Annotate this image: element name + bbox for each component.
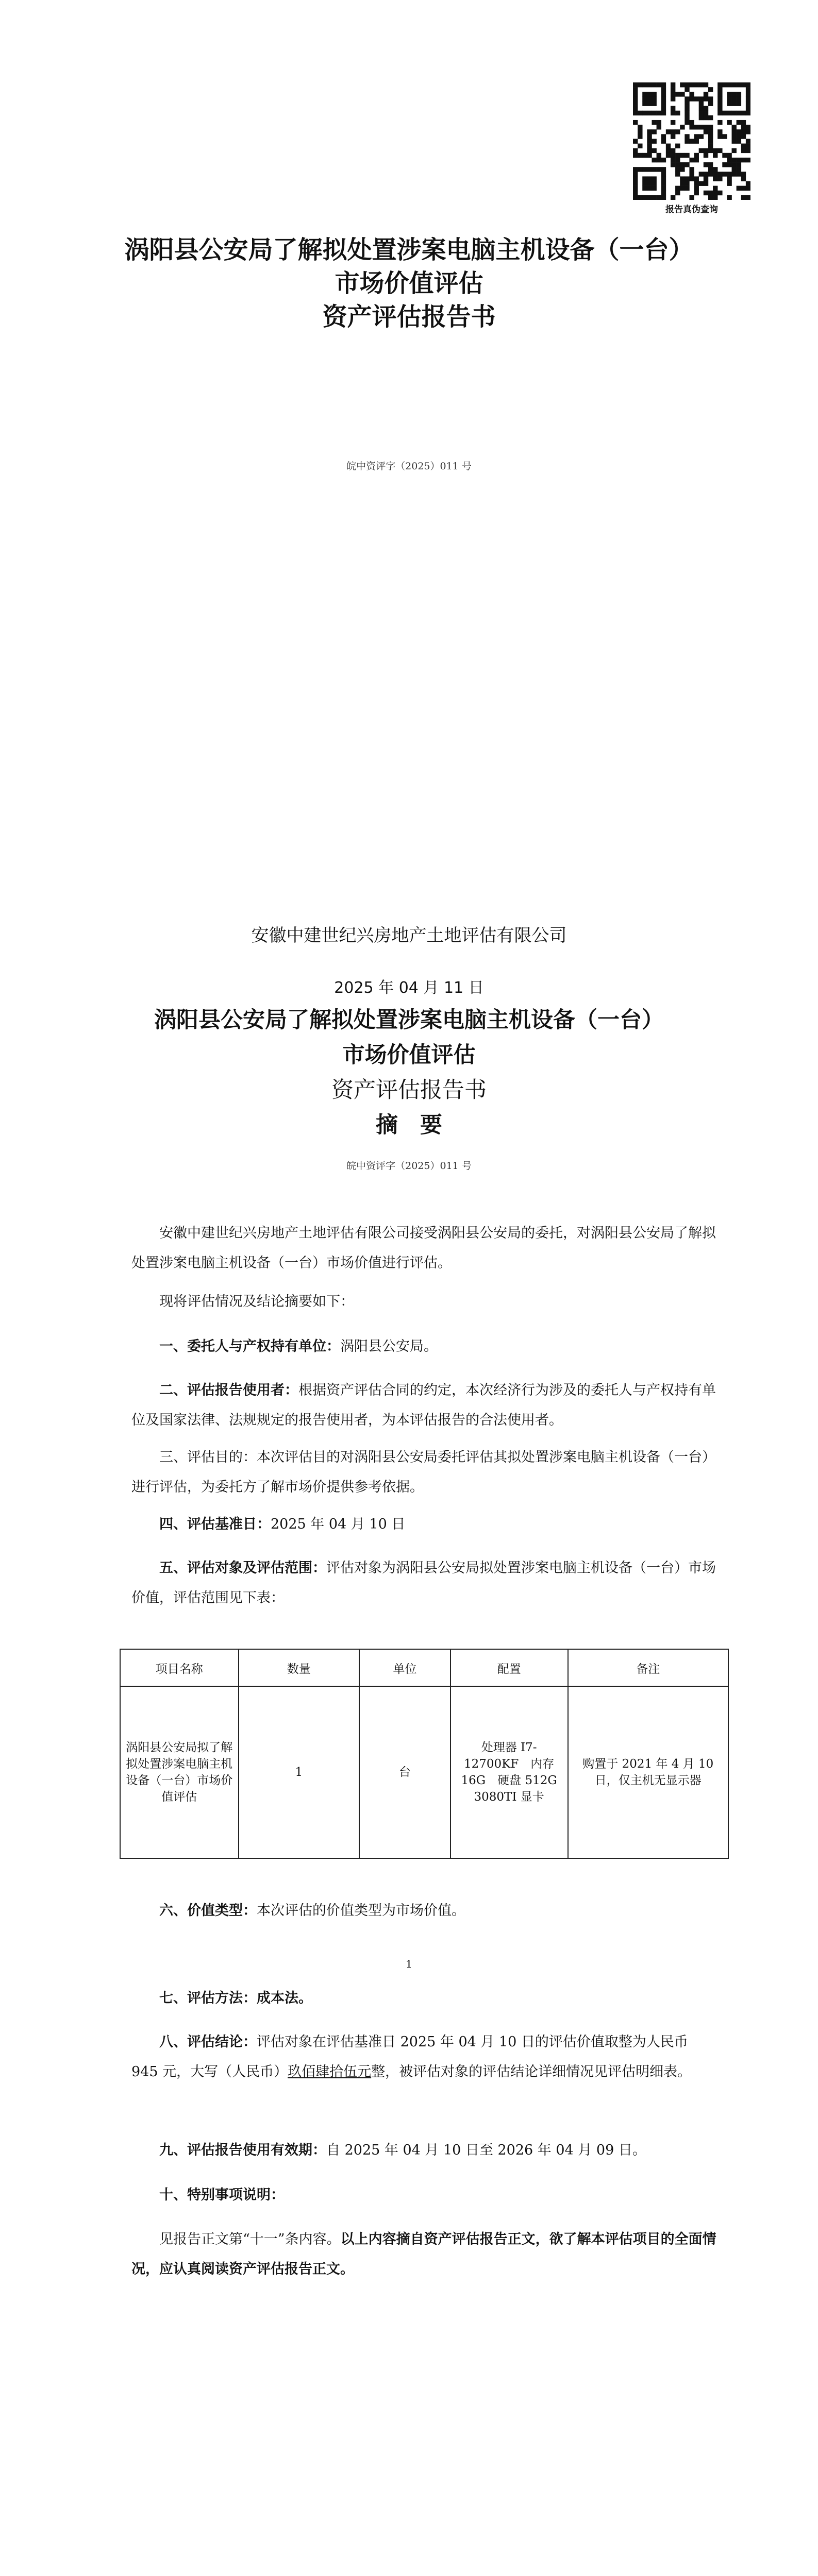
section-4-text: 2025 年 04 月 10 日: [271, 1516, 406, 1532]
section-1-label: 一、委托人与产权持有单位：: [159, 1338, 340, 1354]
section-10-label: 十、特别事项说明：: [159, 2187, 285, 2203]
table-cell-config: 处理器 I7-12700KF 内存 16G 硬盘 512G 3080TI 显卡: [450, 1686, 568, 1858]
cover-title-line-3: 资产评估报告书: [322, 302, 496, 331]
section-4-label: 四、评估基准日：: [159, 1516, 271, 1532]
table-cell-unit: 台: [359, 1686, 450, 1858]
summary-report-number: 皖中资评字（2025）011 号: [346, 1160, 472, 1172]
section-11-text-a: 见报告正文第“十一”条内容。: [159, 2231, 341, 2247]
table-header-row: [120, 1649, 728, 1686]
section-3: 三、评估目的：本次评估目的对涡阳县公安局委托评估其拟处置涉案电脑主机设备（一台）进行评估，为委托方了解市场价提供参考依据。: [131, 1449, 716, 1495]
table-cell-qty: 1: [239, 1686, 360, 1858]
section-7-text: 成本法。: [257, 1990, 312, 2006]
table-header-cell: 单位: [359, 1649, 450, 1686]
section-8: [131, 2027, 716, 2087]
table-header-cell: 配置: [450, 1649, 568, 1686]
qr-code-image: [633, 82, 750, 200]
section-7: [131, 1984, 716, 2013]
section-8-label: 八、评估结论：: [159, 2034, 257, 2050]
section-1-text: 涡阳县公安局。: [340, 1338, 438, 1354]
section-1: [131, 1332, 716, 1362]
summary-heading: 摘 要: [376, 1112, 442, 1138]
section-9-text: 自 2025 年 04 月 10 日至 2026 年 04 月 09 日。: [326, 2142, 646, 2158]
section-4: [131, 1510, 716, 1539]
section-9-label: 九、评估报告使用有效期：: [159, 2142, 326, 2158]
section-5-text: 评估对象为涡阳县公安局拟处置涉案电脑主机设备（一台）市场价值，评估范围见下表：: [131, 1560, 716, 1606]
section-8-text-b: 整，被评估对象的评估结论详细情况见评估明细表。: [371, 2064, 692, 2080]
evaluation-scope-table: [120, 1649, 729, 1859]
section-7-label: 七、评估方法：: [159, 1990, 257, 2006]
page-number-1: 1: [406, 1958, 412, 1970]
table-cell-remark: 购置于 2021 年 4 月 10 日，仅主机无显示器: [568, 1686, 728, 1858]
table-header-cell: 备注: [568, 1649, 728, 1686]
amount-in-words: 玖佰肆拾伍元: [288, 2064, 372, 2080]
cover-title-line-1: 涡阳县公安局了解拟处置涉案电脑主机设备（一台）: [124, 235, 694, 264]
section-6: [131, 1896, 716, 1926]
section-5: [131, 1553, 716, 1613]
qr-code[interactable]: [633, 82, 750, 200]
section-2-text: 根据资产评估合同的约定，本次经济行为涉及的委托人与产权持有单位及国家法律、法规规定的报告使用者，为本评估报告的合法使用者。: [131, 1382, 716, 1428]
table-header-cell: 项目名称: [120, 1649, 239, 1686]
cover-report-number: 皖中资评字（2025）011 号: [346, 461, 472, 472]
section-5-label: 五、评估对象及评估范围：: [159, 1560, 326, 1576]
qr-caption: 报告真伪查询: [665, 205, 718, 215]
section-6-label: 六、价值类型：: [159, 1903, 257, 1919]
section-11-text-b: 以上内容摘自资产评估报告正文，欲了解本评估项目的全面情况，应认真阅读资产评估报告正文。: [131, 2231, 716, 2277]
section-6-text: 本次评估的价值类型为市场价值。: [257, 1903, 465, 1919]
table-row: [120, 1686, 728, 1858]
section-2: [131, 1376, 716, 1435]
table-cell-name: 涡阳县公安局拟了解拟处置涉案电脑主机设备（一台）市场价值评估: [120, 1686, 239, 1858]
section-11: [131, 2225, 716, 2284]
summary-title-line-3: 资产评估报告书: [331, 1077, 487, 1103]
lead-paragraph: 现将评估情况及结论摘要如下：: [159, 1294, 354, 1310]
section-8-text-a: 评估对象在评估基准日 2025 年 04 月 10 日的评估价值取整为人民币 945 元，大写（人民币）: [131, 2034, 688, 2080]
cover-title-line-2: 市场价值评估: [335, 269, 483, 298]
section-9: [131, 2136, 716, 2165]
summary-title-line-2: 市场价值评估: [342, 1042, 476, 1068]
section-2-label: 二、评估报告使用者：: [159, 1382, 298, 1398]
summary-title-line-1: 涡阳县公安局了解拟处置涉案电脑主机设备（一台）: [154, 1007, 664, 1033]
intro-paragraph: 安徽中建世纪兴房地产土地评估有限公司接受涡阳县公安局的委托，对涡阳县公安局了解拟处置涉案电脑主机设备（一台）市场价值进行评估。: [131, 1225, 716, 1271]
table-header-cell: 数量: [239, 1649, 360, 1686]
report-date: 2025 年 04 月 11 日: [334, 979, 484, 997]
section-10: [131, 2180, 716, 2210]
company-name: 安徽中建世纪兴房地产土地评估有限公司: [251, 925, 567, 946]
